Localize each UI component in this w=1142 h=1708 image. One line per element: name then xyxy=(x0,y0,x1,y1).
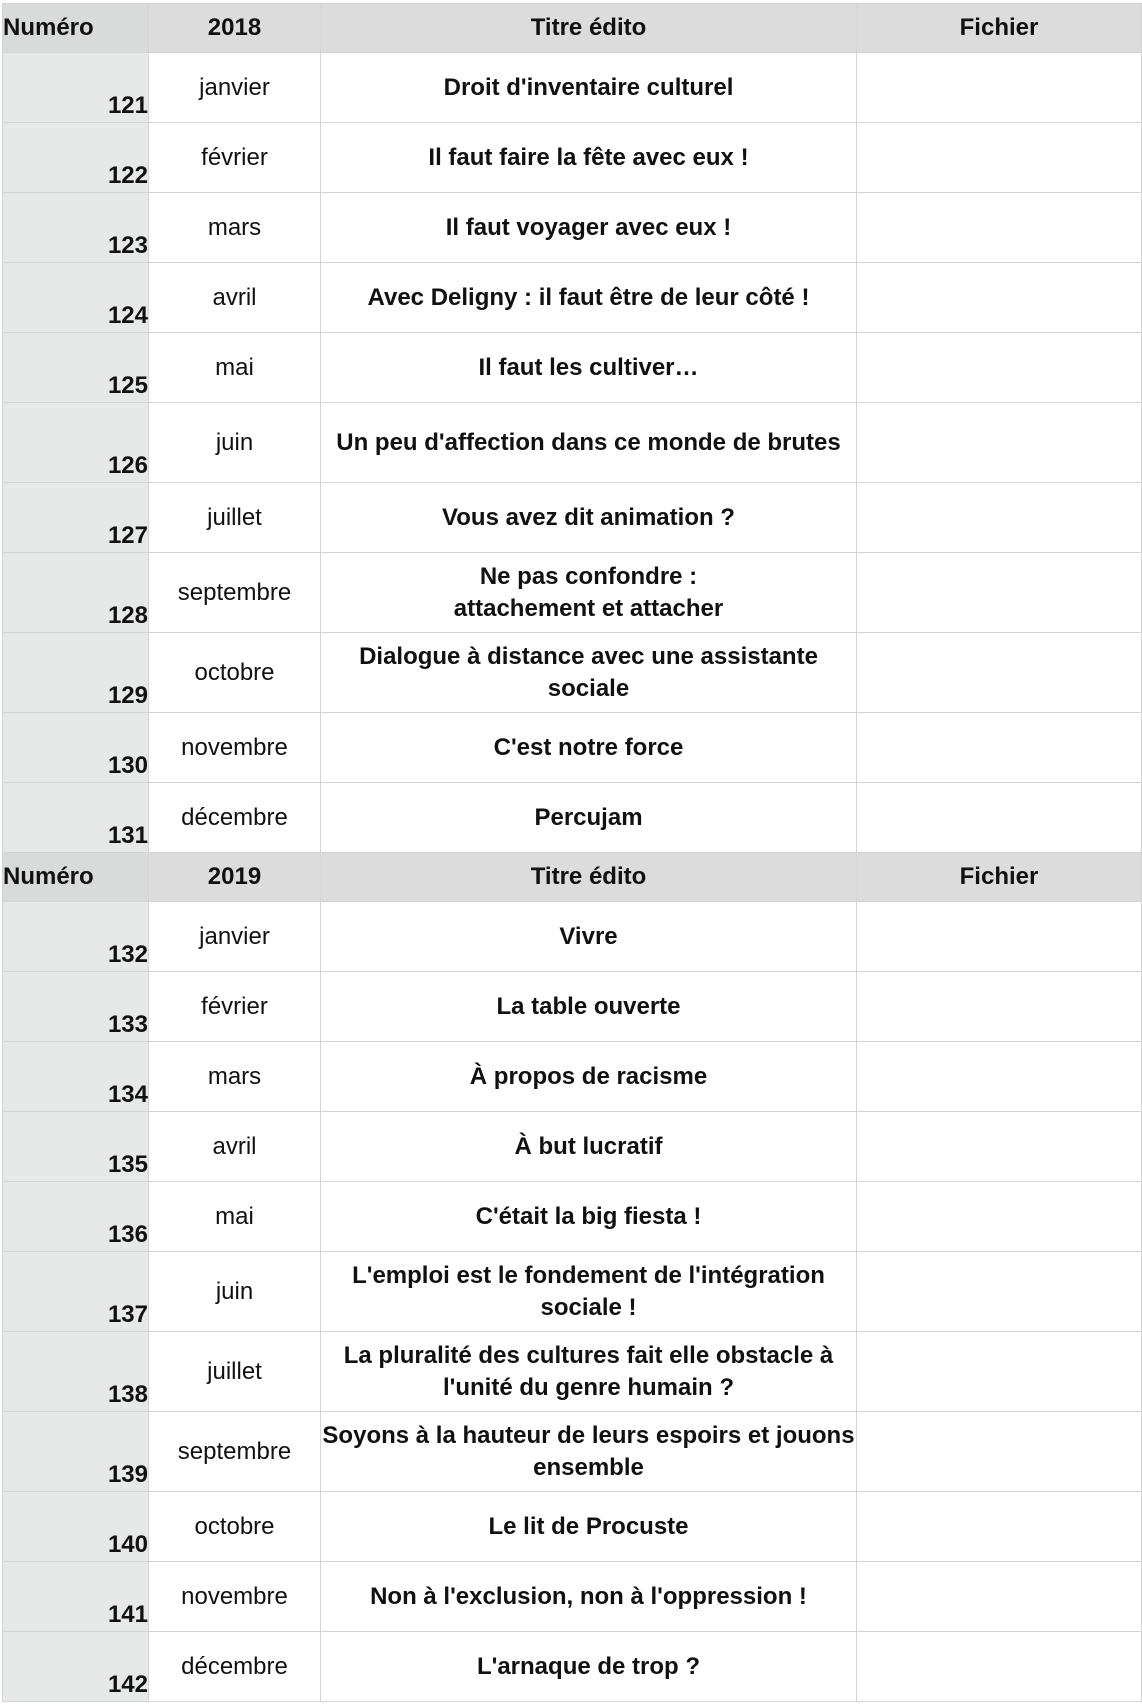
row-file-cell[interactable] xyxy=(857,1182,1142,1252)
table-row xyxy=(3,1252,1142,1332)
row-month: juin xyxy=(149,1252,321,1332)
row-numero: 138 xyxy=(3,1332,149,1412)
row-title: Dialogue à distance avec une assistante sociale xyxy=(321,633,857,713)
editorials-table xyxy=(2,3,1142,1702)
header-row-2018 xyxy=(3,4,1142,53)
row-numero: 132 xyxy=(3,902,149,972)
table-row xyxy=(3,123,1142,193)
row-numero: 129 xyxy=(3,633,149,713)
row-month: octobre xyxy=(149,633,321,713)
row-numero: 128 xyxy=(3,553,149,633)
row-numero: 126 xyxy=(3,403,149,483)
row-file-cell[interactable] xyxy=(857,263,1142,333)
row-file-cell[interactable] xyxy=(857,713,1142,783)
row-month: novembre xyxy=(149,713,321,783)
row-file-cell[interactable] xyxy=(857,193,1142,263)
row-numero: 123 xyxy=(3,193,149,263)
row-file-cell[interactable] xyxy=(857,553,1142,633)
row-file-cell[interactable] xyxy=(857,1562,1142,1632)
table-row xyxy=(3,902,1142,972)
row-title: Avec Deligny : il faut être de leur côté ! xyxy=(321,263,857,333)
row-title: C'était la big fiesta ! xyxy=(321,1182,857,1252)
row-file-cell[interactable] xyxy=(857,1412,1142,1492)
row-title: Vivre xyxy=(321,902,857,972)
header-title: Titre édito xyxy=(321,853,857,902)
table-row xyxy=(3,1412,1142,1492)
row-file-cell[interactable] xyxy=(857,123,1142,193)
table-row xyxy=(3,783,1142,853)
row-numero: 136 xyxy=(3,1182,149,1252)
row-file-cell[interactable] xyxy=(857,333,1142,403)
row-numero: 135 xyxy=(3,1112,149,1182)
row-title: L'emploi est le fondement de l'intégration sociale ! xyxy=(321,1252,857,1332)
row-title: La pluralité des cultures fait elle obstacle à l'unité du genre humain ? xyxy=(321,1332,857,1412)
row-file-cell[interactable] xyxy=(857,783,1142,853)
table-row xyxy=(3,1562,1142,1632)
row-numero: 125 xyxy=(3,333,149,403)
table-row xyxy=(3,1492,1142,1562)
header-title: Titre édito xyxy=(321,4,857,53)
row-title: Ne pas confondre : attachement et attacher xyxy=(321,553,857,633)
row-month: mars xyxy=(149,1042,321,1112)
row-month: mars xyxy=(149,193,321,263)
row-title: Vous avez dit animation ? xyxy=(321,483,857,553)
row-title: L'arnaque de trop ? xyxy=(321,1632,857,1702)
row-month: février xyxy=(149,123,321,193)
row-numero: 139 xyxy=(3,1412,149,1492)
row-numero: 127 xyxy=(3,483,149,553)
row-title: À but lucratif xyxy=(321,1112,857,1182)
row-month: septembre xyxy=(149,1412,321,1492)
table-row xyxy=(3,972,1142,1042)
header-year: 2018 xyxy=(149,4,321,53)
row-numero: 122 xyxy=(3,123,149,193)
row-title: Un peu d'affection dans ce monde de brutes xyxy=(321,403,857,483)
row-file-cell[interactable] xyxy=(857,972,1142,1042)
table-row xyxy=(3,1112,1142,1182)
row-numero: 130 xyxy=(3,713,149,783)
row-month: décembre xyxy=(149,1632,321,1702)
row-title: Il faut faire la fête avec eux ! xyxy=(321,123,857,193)
row-month: avril xyxy=(149,1112,321,1182)
table-row xyxy=(3,553,1142,633)
row-title: C'est notre force xyxy=(321,713,857,783)
row-title: À propos de racisme xyxy=(321,1042,857,1112)
row-title: Percujam xyxy=(321,783,857,853)
table-row xyxy=(3,193,1142,263)
table-row xyxy=(3,403,1142,483)
row-numero: 140 xyxy=(3,1492,149,1562)
row-numero: 142 xyxy=(3,1632,149,1702)
header-file: Fichier xyxy=(857,853,1142,902)
row-month: octobre xyxy=(149,1492,321,1562)
row-month: janvier xyxy=(149,902,321,972)
row-title: Droit d'inventaire culturel xyxy=(321,53,857,123)
row-file-cell[interactable] xyxy=(857,1632,1142,1702)
row-month: décembre xyxy=(149,783,321,853)
row-numero: 133 xyxy=(3,972,149,1042)
row-month: juillet xyxy=(149,483,321,553)
header-row-2019 xyxy=(3,853,1142,902)
row-month: septembre xyxy=(149,553,321,633)
row-title: Le lit de Procuste xyxy=(321,1492,857,1562)
row-month: juin xyxy=(149,403,321,483)
row-file-cell[interactable] xyxy=(857,1252,1142,1332)
table-row xyxy=(3,263,1142,333)
row-file-cell[interactable] xyxy=(857,1332,1142,1412)
row-month: mai xyxy=(149,333,321,403)
row-file-cell[interactable] xyxy=(857,1042,1142,1112)
table-row xyxy=(3,633,1142,713)
row-file-cell[interactable] xyxy=(857,1492,1142,1562)
row-file-cell[interactable] xyxy=(857,902,1142,972)
row-title: Il faut voyager avec eux ! xyxy=(321,193,857,263)
row-file-cell[interactable] xyxy=(857,633,1142,713)
row-numero: 124 xyxy=(3,263,149,333)
header-numero: Numéro xyxy=(3,4,149,53)
row-file-cell[interactable] xyxy=(857,403,1142,483)
row-title: Soyons à la hauteur de leurs espoirs et jouons ensemble xyxy=(321,1412,857,1492)
row-title: La table ouverte xyxy=(321,972,857,1042)
table-row xyxy=(3,713,1142,783)
row-numero: 137 xyxy=(3,1252,149,1332)
row-month: janvier xyxy=(149,53,321,123)
header-file: Fichier xyxy=(857,4,1142,53)
table-row xyxy=(3,483,1142,553)
row-month: juillet xyxy=(149,1332,321,1412)
header-numero: Numéro xyxy=(3,853,149,902)
row-title: Non à l'exclusion, non à l'oppression ! xyxy=(321,1562,857,1632)
row-numero: 141 xyxy=(3,1562,149,1632)
row-file-cell[interactable] xyxy=(857,483,1142,553)
row-numero: 134 xyxy=(3,1042,149,1112)
row-numero: 121 xyxy=(3,53,149,123)
table-row xyxy=(3,1182,1142,1252)
table-row xyxy=(3,1332,1142,1412)
table-row xyxy=(3,1042,1142,1112)
row-file-cell[interactable] xyxy=(857,53,1142,123)
row-month: novembre xyxy=(149,1562,321,1632)
row-month: février xyxy=(149,972,321,1042)
header-year: 2019 xyxy=(149,853,321,902)
table-row xyxy=(3,1632,1142,1702)
table-row xyxy=(3,53,1142,123)
row-numero: 131 xyxy=(3,783,149,853)
table-row xyxy=(3,333,1142,403)
row-file-cell[interactable] xyxy=(857,1112,1142,1182)
row-title: Il faut les cultiver… xyxy=(321,333,857,403)
row-month: mai xyxy=(149,1182,321,1252)
row-month: avril xyxy=(149,263,321,333)
